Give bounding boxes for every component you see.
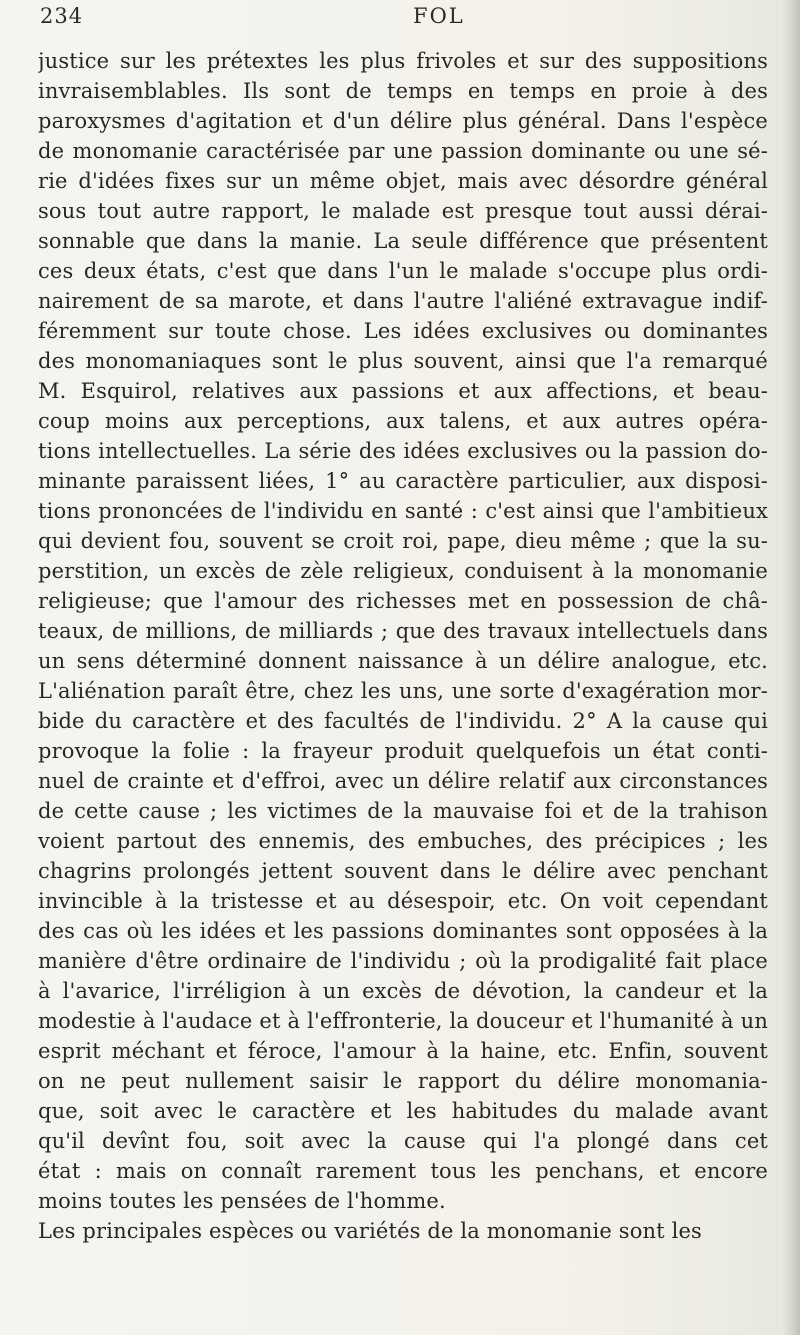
text-line: des monomaniaques sont le plus souvent, ainsi que l'a remarqué bbox=[38, 349, 768, 373]
text-line: sonnable que dans la manie. La seule différence que présentent bbox=[38, 229, 768, 253]
text-line: bide du caractère et des facultés de l'individu. 2° A la cause qui bbox=[38, 709, 768, 733]
text-line: à l'avarice, l'irréligion à un excès de dévotion, la candeur et la bbox=[38, 979, 768, 1003]
text-line: tions intellectuelles. La série des idées exclusives ou la passion do- bbox=[38, 439, 768, 463]
text-line: M. Esquirol, relatives aux passions et aux affections, et beau- bbox=[38, 379, 768, 403]
text-line: justice sur les prétextes les plus frivoles et sur des suppositions bbox=[38, 49, 768, 73]
paragraph-end-line: moins toutes les pensées de l'homme. bbox=[38, 1189, 446, 1213]
text-line: invincible à la tristesse et au désespoir, etc. On voit cependant bbox=[38, 889, 768, 913]
text-line: chagrins prolongés jettent souvent dans le délire avec penchant bbox=[38, 859, 768, 883]
text-line: provoque la folie : la frayeur produit quelquefois un état conti- bbox=[38, 739, 768, 763]
text-line: nuel de crainte et d'effroi, avec un délire relatif aux circonstances bbox=[38, 769, 768, 793]
text-line: paroxysmes d'agitation et d'un délire plus général. Dans l'espèce bbox=[38, 109, 768, 133]
text-line: qui devient fou, souvent se croit roi, pape, dieu même ; que la su- bbox=[38, 529, 768, 553]
text-line: ces deux états, c'est que dans l'un le malade s'occupe plus ordi- bbox=[38, 259, 768, 283]
text-line: que, soit avec le caractère et les habitudes du malade avant bbox=[38, 1099, 768, 1123]
page-edge-shadow bbox=[782, 0, 800, 1335]
text-line: tions prononcées de l'individu en santé : c'est ainsi que l'ambitieux bbox=[38, 499, 768, 523]
text-line: Les principales espèces ou variétés de la monomanie sont les bbox=[38, 1219, 702, 1243]
text-line: de monomanie caractérisée par une passion dominante ou une sé- bbox=[38, 139, 768, 163]
text-line: invraisemblables. Ils sont de temps en temps en proie à des bbox=[38, 79, 768, 103]
text-line: un sens déterminé donnent naissance à un délire analogue, etc. bbox=[38, 649, 768, 673]
text-line: on ne peut nullement saisir le rapport du délire monomania- bbox=[38, 1069, 768, 1093]
page-header bbox=[0, 0, 800, 45]
text-line: état : mais on connaît rarement tous les penchans, et encore bbox=[38, 1159, 768, 1183]
text-line: teaux, de millions, de milliards ; que des travaux intellectuels dans bbox=[38, 619, 768, 643]
text-line: sous tout autre rapport, le malade est presque tout aussi dérai- bbox=[38, 199, 768, 223]
text-line: voient partout des ennemis, des embuches, des précipices ; les bbox=[38, 829, 768, 853]
text-line: nairement de sa marote, et dans l'autre l'aliéné extravague indif- bbox=[38, 289, 768, 313]
text-line: religieuse; que l'amour des richesses met en possession de châ- bbox=[38, 589, 768, 613]
text-line: féremment sur toute chose. Les idées exclusives ou dominantes bbox=[38, 319, 768, 343]
text-line: des cas où les idées et les passions dominantes sont opposées à la bbox=[38, 919, 768, 943]
text-line: esprit méchant et féroce, l'amour à la haine, etc. Enfin, souvent bbox=[38, 1039, 768, 1063]
text-line: perstition, un excès de zèle religieux, conduisent à la monomanie bbox=[38, 559, 768, 583]
running-head: FOL bbox=[413, 4, 465, 28]
page-number: 234 bbox=[40, 4, 84, 28]
text-line: manière d'être ordinaire de l'individu ; où la prodigalité fait place bbox=[38, 949, 768, 973]
text-line: de cette cause ; les victimes de la mauvaise foi et de la trahison bbox=[38, 799, 768, 823]
text-line: qu'il devînt fou, soit avec la cause qui l'a plongé dans cet bbox=[38, 1129, 768, 1153]
text-line: L'aliénation paraît être, chez les uns, une sorte d'exagération mor- bbox=[38, 679, 768, 703]
text-line: coup moins aux perceptions, aux talens, et aux autres opéra- bbox=[38, 409, 768, 433]
text-line: rie d'idées fixes sur un même objet, mais avec désordre général bbox=[38, 169, 768, 193]
body-text bbox=[38, 46, 768, 1246]
text-line: modestie à l'audace et à l'effronterie, la douceur et l'humanité à un bbox=[38, 1009, 768, 1033]
text-line: minante paraissent liées, 1° au caractère particulier, aux disposi- bbox=[38, 469, 768, 493]
